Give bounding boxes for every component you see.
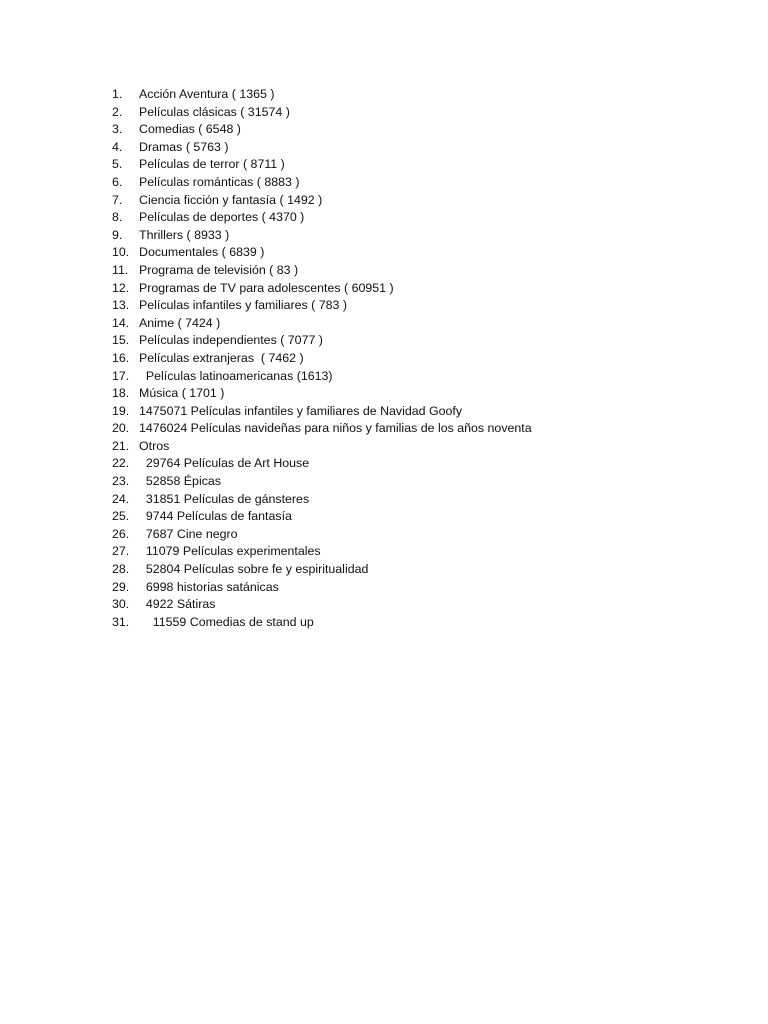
list-item: [112, 315, 732, 333]
item-number: 26.: [112, 526, 130, 541]
item-number: 2.: [112, 104, 123, 119]
item-number: 31.: [112, 614, 130, 629]
list-item: [112, 174, 732, 192]
item-number: 20.: [112, 421, 130, 436]
item-text: 52804 Películas sobre fe y espiritualidad: [139, 562, 369, 577]
list-item: [112, 368, 732, 386]
list-item: [112, 420, 732, 438]
list-item: [112, 209, 732, 227]
list-item: [112, 332, 732, 350]
item-text: Comedias ( 6548 ): [139, 122, 241, 137]
list-item: [112, 385, 732, 403]
list-item: [112, 121, 732, 139]
list-item: [112, 403, 732, 421]
item-text: 1475071 Películas infantiles y familiares de Navidad Goofy: [139, 403, 463, 418]
item-number: 9.: [112, 227, 123, 242]
list-item: [112, 455, 732, 473]
item-text: Películas de deportes ( 4370 ): [139, 210, 305, 225]
list-item: [112, 244, 732, 262]
item-text: Ciencia ficción y fantasía ( 1492 ): [139, 192, 323, 207]
item-number: 27.: [112, 544, 130, 559]
item-text: 52858 Épicas: [139, 474, 221, 489]
list-item: [112, 473, 732, 491]
list-item: [112, 139, 732, 157]
list-item: [112, 438, 732, 456]
item-text: 7687 Cine negro: [139, 526, 238, 541]
item-number: 23.: [112, 474, 130, 489]
item-text: Documentales ( 6839 ): [139, 245, 265, 260]
item-text: Películas de terror ( 8711 ): [139, 157, 285, 172]
item-text: 31851 Películas de gánsteres: [139, 491, 310, 506]
item-number: 25.: [112, 509, 130, 524]
list-item: [112, 543, 732, 561]
item-text: Películas románticas ( 8883 ): [139, 174, 300, 189]
list-item: [112, 350, 732, 368]
item-text: Anime ( 7424 ): [139, 315, 221, 330]
item-number: 28.: [112, 562, 130, 577]
item-number: 30.: [112, 597, 130, 612]
item-number: 14.: [112, 315, 130, 330]
item-text: 9744 Películas de fantasía: [139, 509, 292, 524]
item-text: Música ( 1701 ): [139, 386, 225, 401]
item-text: Acción Aventura ( 1365 ): [139, 87, 275, 101]
item-number: 15.: [112, 333, 130, 348]
list-item: [112, 297, 732, 315]
item-text: 4922 Sátiras: [139, 597, 216, 612]
item-text: Otros: [139, 438, 170, 453]
list-item: [112, 280, 732, 298]
item-number: 6.: [112, 174, 123, 189]
item-text: 11079 Películas experimentales: [139, 544, 321, 559]
item-text: Películas independientes ( 7077 ): [139, 333, 323, 348]
item-number: 29.: [112, 579, 130, 594]
item-number: 16.: [112, 350, 130, 365]
item-number: 13.: [112, 298, 130, 313]
list-item: [112, 156, 732, 174]
list-item: [112, 614, 732, 632]
item-text: Películas clásicas ( 31574 ): [139, 104, 290, 119]
item-text: Thrillers ( 8933 ): [139, 227, 230, 242]
item-number: 4.: [112, 139, 123, 154]
item-number: 5.: [112, 157, 123, 172]
item-number: 19.: [112, 403, 130, 418]
list-item: [112, 596, 732, 614]
list-item: [112, 227, 732, 245]
item-number: 11.: [112, 262, 129, 277]
list-item: [112, 526, 732, 544]
item-number: 10.: [112, 245, 130, 260]
item-text: 6998 historias satánicas: [139, 579, 279, 594]
item-text: 11559 Comedias de stand up: [139, 614, 314, 629]
item-number: 1.: [112, 87, 123, 101]
item-text: Programa de televisión ( 83 ): [139, 262, 299, 277]
item-text: Programas de TV para adolescentes ( 60951 ): [139, 280, 394, 295]
item-text: Dramas ( 5763 ): [139, 139, 229, 154]
list-item: [112, 508, 732, 526]
item-text: Películas infantiles y familiares ( 783 ): [139, 298, 347, 313]
item-text: 1476024 Películas navideñas para niños y familias de los años noventa: [139, 421, 532, 436]
list-item: [112, 561, 732, 579]
item-number: 21.: [112, 438, 130, 453]
item-text: 29764 Películas de Art House: [139, 456, 310, 471]
item-number: 17.: [112, 368, 130, 383]
item-number: 12.: [112, 280, 130, 295]
list-item: [112, 86, 732, 104]
item-number: 8.: [112, 210, 123, 225]
list-item: [112, 104, 732, 122]
list-item: [112, 262, 732, 280]
list-item: [112, 491, 732, 509]
item-number: 3.: [112, 122, 123, 137]
genre-list: [112, 86, 732, 631]
item-number: 22.: [112, 456, 130, 471]
list-item: [112, 192, 732, 210]
item-text: Películas extranjeras ( 7462 ): [139, 350, 304, 365]
item-number: 7.: [112, 192, 123, 207]
item-number: 24.: [112, 491, 130, 506]
item-number: 18.: [112, 386, 130, 401]
list-item: [112, 579, 732, 597]
item-text: Películas latinoamericanas (1613): [139, 368, 333, 383]
